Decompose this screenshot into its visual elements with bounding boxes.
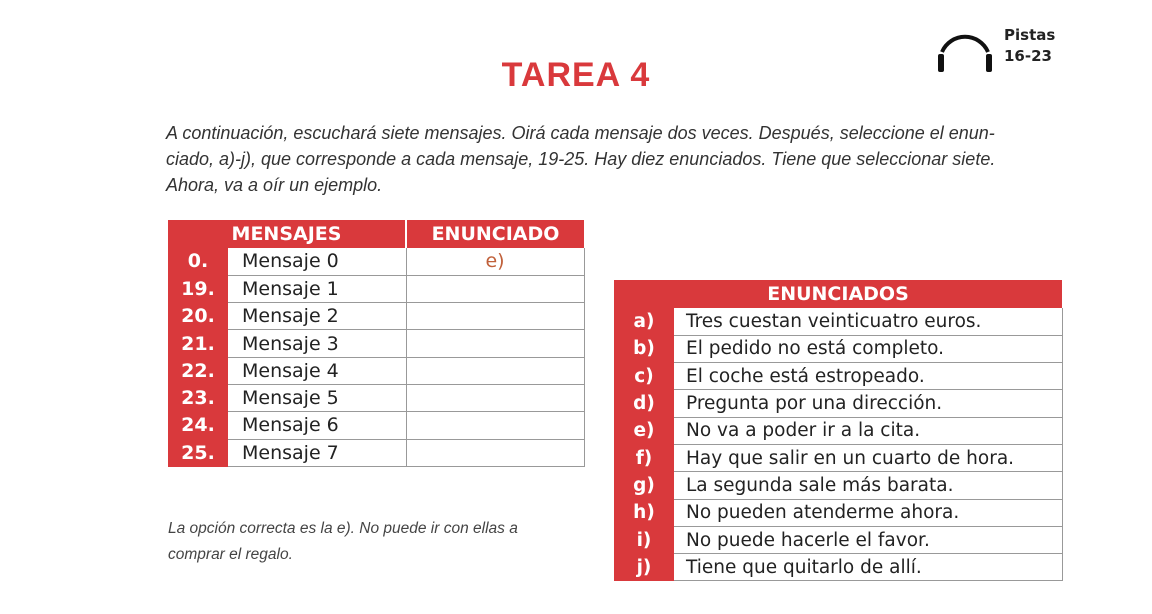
statement-letter: j) [614,554,674,581]
table-row [614,444,1062,471]
col-header-statement: ENUNCIADO [406,220,584,248]
answer-cell[interactable] [406,412,584,439]
statement-text: La segunda sale más barata. [674,472,1062,499]
table-row [614,335,1062,362]
instructions-line: A continuación, escuchará siete mensajes. Oirá cada mensaje dos veces. Después, seleccione el enun- [166,123,995,143]
table-row [614,390,1062,417]
statement-text: No puede hacerle el favor. [674,526,1062,553]
statement-text: Tiene que quitarlo de allí. [674,554,1062,581]
statements-table [614,280,1063,581]
table-row [614,417,1062,444]
table-row [168,357,584,384]
table-row [614,554,1062,581]
message-number: 0. [168,248,228,275]
message-number: 19. [168,275,228,302]
message-label: Mensaje 5 [228,384,406,411]
message-label: Mensaje 2 [228,303,406,330]
instructions [166,120,1066,198]
message-number: 24. [168,412,228,439]
note-line: comprar el regalo. [168,546,293,563]
table-row [168,275,584,302]
statements-header: ENUNCIADOS [614,280,1062,308]
answer-cell[interactable] [406,384,584,411]
statement-letter: i) [614,526,674,553]
table-row [614,526,1062,553]
tracks-range: 16-23 [1004,47,1052,65]
table-row [614,499,1062,526]
statement-letter: b) [614,335,674,362]
table-row [614,472,1062,499]
example-note [168,516,598,568]
statement-text: No pueden atenderme ahora. [674,499,1062,526]
statement-letter: a) [614,308,674,335]
answer-cell[interactable] [406,330,584,357]
message-label: Mensaje 0 [228,248,406,275]
statement-letter: h) [614,499,674,526]
message-label: Mensaje 6 [228,412,406,439]
table-row [168,384,584,411]
answer-cell[interactable] [406,357,584,384]
tracks-label: Pistas [1004,26,1056,44]
page-title: TAREA 4 [501,56,651,94]
message-number: 25. [168,439,228,466]
answer-cell[interactable] [406,303,584,330]
message-label: Mensaje 7 [228,439,406,466]
table-row [168,330,584,357]
statement-letter: f) [614,444,674,471]
message-number: 21. [168,330,228,357]
message-label: Mensaje 4 [228,357,406,384]
message-label: Mensaje 3 [228,330,406,357]
answer-cell[interactable] [406,439,584,466]
instructions-line: ciado, a)-j), que corresponde a cada mensaje, 19-25. Hay diez enunciados. Tiene que seleccionar siete. [166,149,996,169]
table-row [614,308,1062,335]
statement-text: El pedido no está completo. [674,335,1062,362]
messages-table [168,220,585,467]
table-row [614,363,1062,390]
note-line: La opción correcta es la e). No puede ir con ellas a [168,520,518,537]
statement-text: El coche está estropeado. [674,363,1062,390]
message-number: 23. [168,384,228,411]
answer-cell[interactable] [406,275,584,302]
statement-text: No va a poder ir a la cita. [674,417,1062,444]
message-label: Mensaje 1 [228,275,406,302]
table-row [168,248,584,275]
statement-text: Tres cuestan veinticuatro euros. [674,308,1062,335]
message-number: 20. [168,303,228,330]
statement-text: Pregunta por una dirección. [674,390,1062,417]
statement-letter: c) [614,363,674,390]
instructions-line: Ahora, va a oír un ejemplo. [166,175,383,195]
table-row [168,412,584,439]
statement-text: Hay que salir en un cuarto de hora. [674,444,1062,471]
answer-cell[interactable]: e) [406,248,584,275]
statement-letter: e) [614,417,674,444]
col-header-messages: MENSAJES [168,220,406,248]
statement-letter: g) [614,472,674,499]
table-row [168,303,584,330]
message-number: 22. [168,357,228,384]
statement-letter: d) [614,390,674,417]
table-row [168,439,584,466]
